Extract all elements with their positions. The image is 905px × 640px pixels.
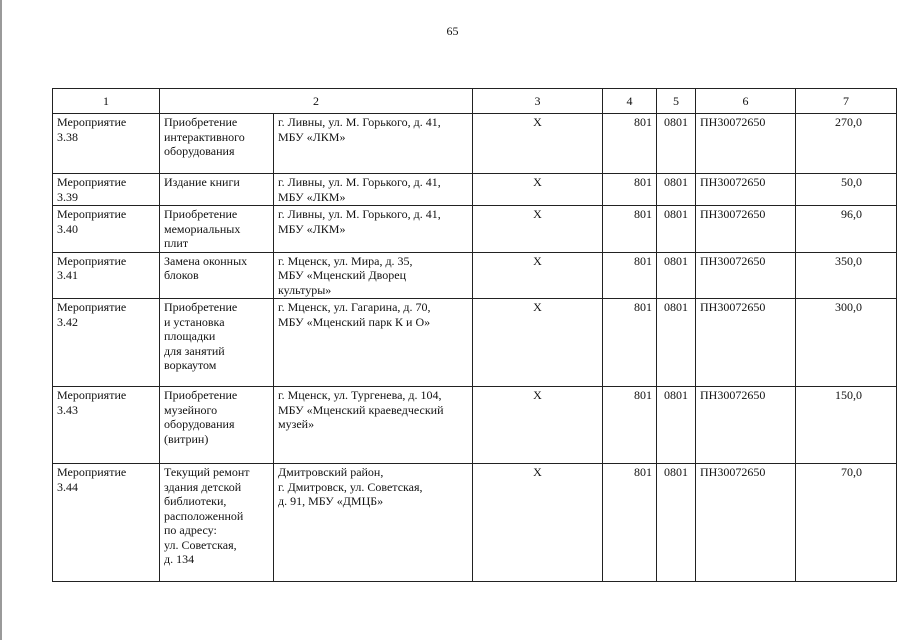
- amount-cell: 270,0: [796, 114, 897, 174]
- location-cell: [274, 252, 473, 299]
- col4-cell: 801: [603, 464, 657, 582]
- header-col-2: 2: [160, 89, 473, 114]
- measure-label: Мероприятие 3.44: [57, 465, 127, 494]
- header-col-5: 5: [657, 89, 696, 114]
- amount-cell: 50,0: [796, 174, 897, 206]
- col6-cell: ПН30072650: [696, 299, 796, 387]
- table-row: [53, 114, 897, 174]
- location-text: г. Ливны, ул. М. Горького, д. 41, МБУ «ЛКМ»: [278, 207, 441, 236]
- table-row: [53, 174, 897, 206]
- col4-cell: 801: [603, 299, 657, 387]
- col5-cell: 0801: [657, 387, 696, 464]
- location-cell: [274, 387, 473, 464]
- col6-cell: ПН30072650: [696, 206, 796, 253]
- amount-cell: 300,0: [796, 299, 897, 387]
- col3-cell: X: [473, 206, 603, 253]
- page-number: 65: [446, 24, 459, 38]
- measure-label: Мероприятие 3.40: [57, 207, 127, 236]
- measure-cell: [53, 114, 160, 174]
- col4-cell: 801: [603, 114, 657, 174]
- col3-cell: X: [473, 114, 603, 174]
- measure-cell: [53, 387, 160, 464]
- header-col-6: 6: [696, 89, 796, 114]
- col5-cell: 0801: [657, 464, 696, 582]
- col5-cell: 0801: [657, 206, 696, 253]
- col3-cell: X: [473, 299, 603, 387]
- location-text: г. Ливны, ул. М. Горького, д. 41, МБУ «ЛКМ»: [278, 175, 441, 204]
- description-cell: [160, 174, 274, 206]
- description-text: Приобретение интерактивного оборудования: [164, 115, 245, 158]
- measure-label: Мероприятие 3.41: [57, 253, 127, 282]
- location-cell: [274, 299, 473, 387]
- location-cell: [274, 114, 473, 174]
- measure-cell: [53, 299, 160, 387]
- location-cell: [274, 464, 473, 582]
- col6-cell: ПН30072650: [696, 464, 796, 582]
- measure-cell: [53, 252, 160, 299]
- description-text: Приобретение и установка площадки для занятий воркаутом: [164, 300, 238, 372]
- amount-cell: 70,0: [796, 464, 897, 582]
- page-left-edge: [0, 0, 2, 640]
- col5-cell: 0801: [657, 174, 696, 206]
- col3-cell: X: [473, 252, 603, 299]
- description-cell: [160, 206, 274, 253]
- header-col-7: 7: [796, 89, 897, 114]
- amount-cell: 96,0: [796, 206, 897, 253]
- location-text: г. Мценск, ул. Мира, д. 35, МБУ «Мценский Дворец культуры»: [278, 253, 413, 297]
- measure-label: Мероприятие 3.38: [57, 115, 127, 144]
- measure-label: Мероприятие 3.43: [57, 388, 127, 417]
- location-text: Дмитровский район, г. Дмитровск, ул. Советская, д. 91, МБУ «ДМЦБ»: [278, 465, 423, 508]
- amount-cell: 150,0: [796, 387, 897, 464]
- amount-cell: 350,0: [796, 252, 897, 299]
- description-cell: [160, 252, 274, 299]
- measure-label: Мероприятие 3.39: [57, 175, 127, 204]
- col5-cell: 0801: [657, 114, 696, 174]
- header-col-4: 4: [603, 89, 657, 114]
- description-text: Замена оконных блоков: [164, 253, 248, 282]
- col4-cell: 801: [603, 174, 657, 206]
- header-col-1: 1: [53, 89, 160, 114]
- col5-cell: 0801: [657, 252, 696, 299]
- location-cell: [274, 174, 473, 206]
- description-text: Текущий ремонт здания детской библиотеки, расположенной по адресу: ул. Советская, д. 134: [164, 465, 250, 566]
- description-cell: [160, 464, 274, 582]
- table-row: [53, 252, 897, 299]
- measure-cell: [53, 464, 160, 582]
- col6-cell: ПН30072650: [696, 174, 796, 206]
- col4-cell: 801: [603, 252, 657, 299]
- col6-cell: ПН30072650: [696, 387, 796, 464]
- description-text: Приобретение музейного оборудования (витрин): [164, 388, 238, 446]
- col3-cell: X: [473, 387, 603, 464]
- table-row: [53, 387, 897, 464]
- description-cell: [160, 299, 274, 387]
- table-row: [53, 299, 897, 387]
- description-cell: [160, 114, 274, 174]
- description-text: Приобретение мемориальных плит: [164, 207, 241, 250]
- location-text: г. Мценск, ул. Гагарина, д. 70, МБУ «Мценский парк К и О»: [278, 300, 431, 329]
- col3-cell: X: [473, 174, 603, 206]
- col6-cell: ПН30072650: [696, 252, 796, 299]
- location-text: г. Мценск, ул. Тургенева, д. 104, МБУ «Мценский краеведческий музей»: [278, 388, 444, 431]
- col6-cell: ПН30072650: [696, 114, 796, 174]
- table-row: [53, 206, 897, 253]
- measure-cell: [53, 174, 160, 206]
- header-row: [53, 89, 897, 114]
- location-cell: [274, 206, 473, 253]
- col4-cell: 801: [603, 387, 657, 464]
- location-text: г. Ливны, ул. М. Горького, д. 41, МБУ «ЛКМ»: [278, 115, 441, 144]
- col5-cell: 0801: [657, 299, 696, 387]
- measure-cell: [53, 206, 160, 253]
- measure-label: Мероприятие 3.42: [57, 300, 127, 329]
- col4-cell: 801: [603, 206, 657, 253]
- table-row: [53, 464, 897, 582]
- description-cell: [160, 387, 274, 464]
- header-col-3: 3: [473, 89, 603, 114]
- col3-cell: X: [473, 464, 603, 582]
- budget-table: [52, 88, 897, 582]
- description-text: Издание книги: [164, 175, 240, 189]
